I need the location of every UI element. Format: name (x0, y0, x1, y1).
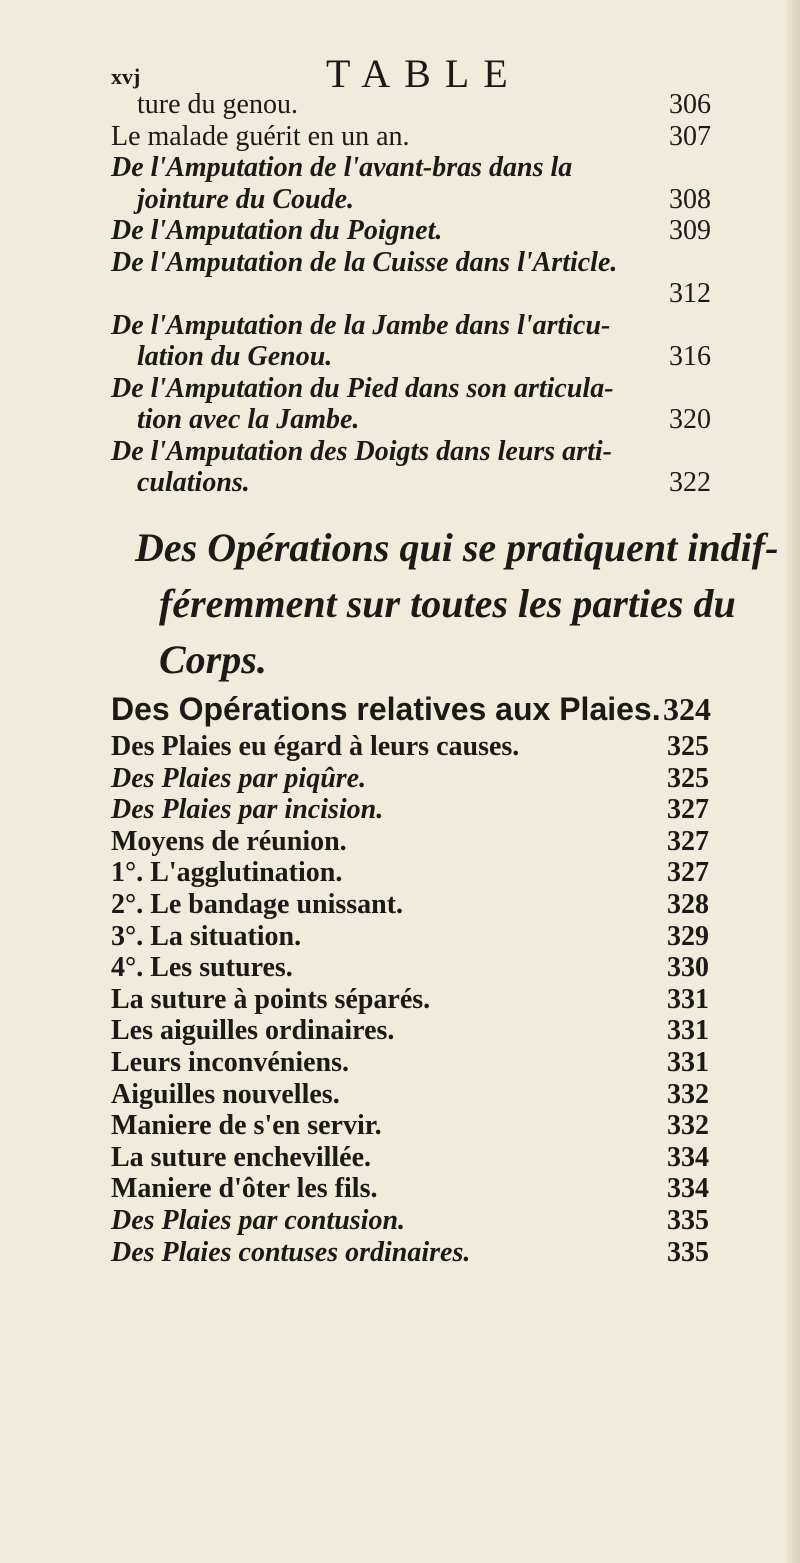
toc-entry-text: lation du Genou. (137, 341, 333, 372)
toc-entry-text: 1°. L'agglutination. (111, 857, 343, 889)
toc-entry-text: De l'Amputation de l'avant-bras dans la (111, 152, 573, 183)
section-heading (135, 520, 779, 688)
toc-entry-text: Des Plaies eu égard à leurs causes. (111, 731, 520, 762)
page-number: xvj (111, 64, 141, 89)
toc-entry-text: De l'Amputation du Pied dans son articula- (111, 372, 614, 404)
toc-entry-page: 335 (667, 1205, 709, 1236)
toc-entry-page: 327 (667, 825, 709, 857)
toc-entry-text: 4°. Les sutures. (111, 952, 293, 984)
toc-entry-page: 331 (667, 1015, 709, 1047)
toc-entry-text: 2°. Le bandage unissant. (111, 889, 404, 920)
toc-entry-page: 330 (667, 952, 709, 984)
toc-entry-text: Des Opérations relatives aux Plaies. (111, 691, 661, 727)
toc-entry-text: Leurs inconvéniens. (111, 1047, 350, 1078)
toc-entry-page: 307 (669, 120, 711, 152)
toc-entry-text: Maniere de s'en servir. (111, 1110, 382, 1142)
toc-entry-page: 332 (667, 1078, 709, 1110)
toc-entry-page: 316 (669, 341, 711, 372)
toc-entry-text: La suture enchevillée. (111, 1141, 372, 1173)
toc-entry-page: 324 (663, 691, 711, 727)
toc-entry-text: Des Plaies par contusion. (111, 1205, 406, 1236)
toc-entry-text: De l'Amputation de la Cuisse dans l'Article. (111, 246, 618, 278)
toc-entry-page: 325 (667, 762, 709, 794)
toc-entry-page: 335 (667, 1236, 709, 1268)
section-heading-line-3: Corps. (159, 637, 267, 682)
toc-entry-page: 306 (669, 89, 711, 120)
toc-entry-page: 329 (667, 920, 709, 952)
toc-entry-page: 309 (669, 215, 711, 246)
toc-entry-page: 322 (669, 467, 711, 498)
toc-entry-text: De l'Amputation des Doigts dans leurs arti- (111, 435, 612, 467)
page-edge (786, 0, 800, 1563)
toc-entry-page: 331 (667, 983, 709, 1015)
toc-entry-text: Le malade guérit en un an. (111, 120, 410, 152)
toc-entry-text: 3°. La situation. (111, 920, 302, 952)
toc-entry-text: Aiguilles nouvelles. (111, 1078, 340, 1110)
toc-entry-text: Des Plaies par incision. (111, 794, 384, 826)
toc-entry-page: 325 (667, 731, 709, 762)
toc-lead-entry (111, 690, 711, 728)
toc-entry-text: De l'Amputation de la Jambe dans l'articu- (111, 309, 611, 341)
toc-entry-text: jointure du Coude. (137, 183, 355, 215)
toc-entry (111, 464, 711, 502)
toc-entry-text: Moyens de réunion. (111, 825, 347, 857)
toc-entry-page: 308 (669, 183, 711, 215)
toc-entry-text: ture du genou. (137, 89, 298, 120)
section-heading-line-1: Des Opérations qui se pratiquent indif- (135, 525, 779, 570)
toc-entry-text: La suture à points séparés. (111, 983, 431, 1015)
running-title: TABLE (326, 51, 522, 96)
toc-entry-text: culations. (137, 467, 250, 498)
toc-entry-page: 320 (669, 404, 711, 435)
toc-entry-page: 334 (667, 1173, 709, 1205)
toc-entry-text: tion avec la Jambe. (137, 404, 360, 435)
toc-entry-text: Des Plaies par piqûre. (111, 762, 367, 794)
toc-entry-page: 327 (667, 857, 709, 889)
toc-entry-page: 332 (667, 1110, 709, 1142)
toc-entry-text: Les aiguilles ordinaires. (111, 1015, 395, 1047)
toc-entry-page: 327 (667, 794, 709, 826)
toc-entry (111, 1234, 711, 1272)
toc-entry-page: 312 (669, 278, 711, 309)
toc-entry-text: Des Plaies contuses ordinaires. (111, 1236, 471, 1268)
toc-entry-page: 334 (667, 1141, 709, 1173)
toc-entry-text: De l'Amputation du Poignet. (111, 215, 443, 246)
section-heading-line-2: féremment sur toutes les parties du (159, 581, 736, 626)
toc-entry-text: Maniere d'ôter les fils. (111, 1173, 378, 1205)
toc-entry-page: 331 (667, 1047, 709, 1078)
toc-entry-page: 328 (667, 889, 709, 920)
